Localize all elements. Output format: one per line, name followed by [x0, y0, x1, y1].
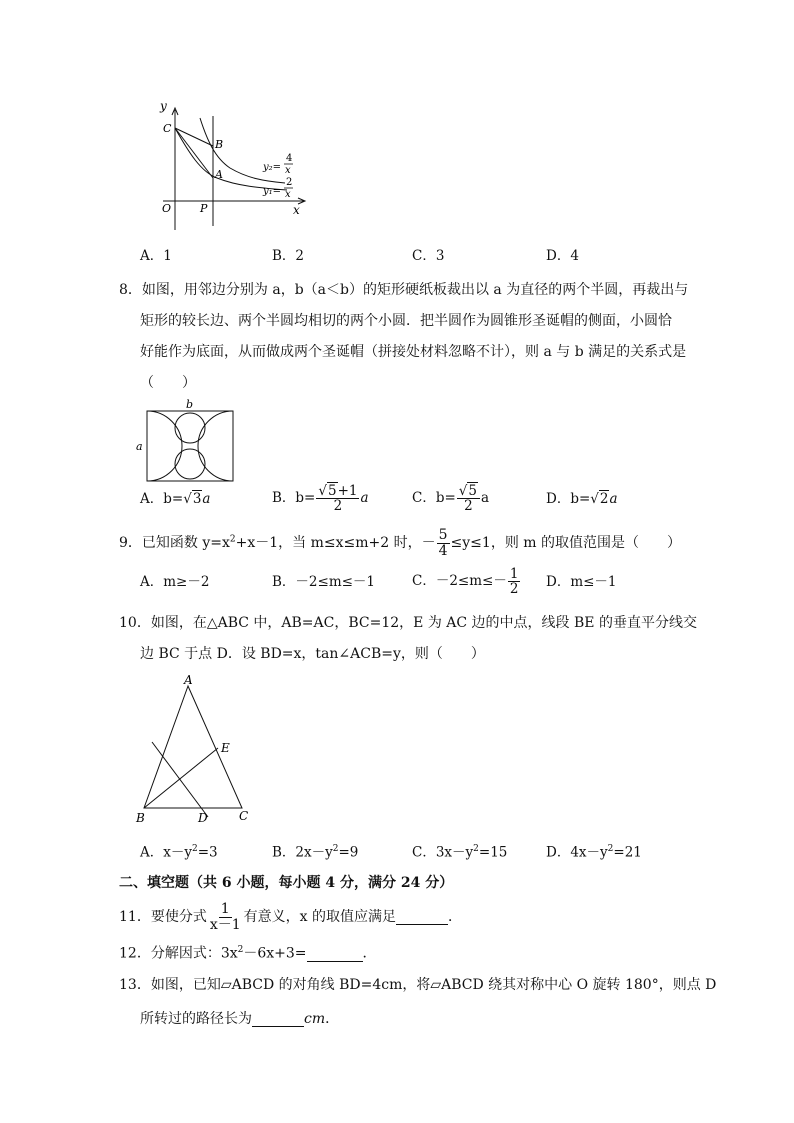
q13-line-2 [140, 1012, 339, 1027]
graph-y1-num: 2 [286, 177, 293, 188]
q8-opt-d-pre: D．b= [546, 491, 591, 507]
q8-figure-b: b [186, 398, 194, 411]
q13-end: ． [325, 1011, 340, 1027]
q10-line-2: 边 BC 于点 D．设 BD=x，tan∠ACB=y，则（ ） [140, 646, 485, 662]
q8-figure-a: a [136, 440, 143, 453]
q10-opt-a-post: =3 [197, 844, 218, 861]
graph-p-label: P [200, 202, 208, 215]
q9-frac-num: 5 [438, 527, 448, 543]
q7-option-c: C．3 [412, 248, 445, 264]
q10-figure-b: B [136, 811, 145, 825]
q9-opt-c-den: 2 [509, 581, 519, 598]
q12-sup: 2 [237, 945, 244, 955]
q10-figure-d: D [198, 811, 208, 825]
q10-figure-c: C [239, 809, 249, 823]
q10-option-b [272, 845, 358, 860]
q10-figure [130, 672, 260, 828]
q7-option-b: B．2 [272, 248, 305, 264]
q8-figure [135, 397, 240, 487]
q8-opt-b-pre: B．b= [272, 490, 316, 507]
q10-option-c [412, 845, 507, 860]
q9-option-b: B．－2≤m≤－1 [272, 574, 376, 590]
q8-opt-c-rad: 5 [468, 483, 477, 499]
graph-x-label: x [293, 203, 300, 217]
q10-figure-e: E [221, 741, 230, 755]
q13-blank[interactable] [252, 1012, 304, 1027]
q8-line-4: （ ） [140, 375, 196, 391]
q11-end: ． [448, 909, 462, 926]
graph-a-label: A [215, 168, 223, 181]
q10-opt-c-post: =15 [478, 844, 508, 861]
q7-graph [155, 98, 315, 234]
q9-frac-den: 4 [438, 542, 448, 559]
q9-opt-c-num: 1 [509, 566, 519, 582]
q12-pre: 12．分解因式：3x [119, 945, 238, 962]
q8-opt-a-rad: 3 [192, 491, 202, 507]
q8-opt-a-post: a [202, 491, 211, 507]
graph-y1-label: y₁= [263, 186, 282, 197]
graph-y2-label: y₂= [263, 162, 282, 173]
q8-option-a [140, 493, 210, 507]
q11-pre: 11．要使分式 [119, 909, 207, 926]
q8-opt-a-pre: A．b= [140, 491, 184, 507]
q9-line-1-b: +x－1，当 m≤x≤m+2 时，－ [235, 535, 436, 552]
q10-opt-d-sup: 2 [607, 844, 614, 854]
q9-line-1-c: ≤y≤1，则 m 的取值范围是（ ） [450, 535, 681, 552]
q13-line-1: 13．如图，已知▱ABCD 的对角线 BD=4cm，将▱ABCD 绕其对称中心 O 旋转 180°，则点 D [119, 977, 717, 993]
graph-c-label: C [163, 122, 172, 135]
q7-option-d: D．4 [546, 248, 579, 264]
q8-opt-b-post: a [360, 490, 369, 507]
q10-opt-b-post: =9 [338, 844, 359, 861]
graph-b-label: B [215, 138, 224, 151]
q8-opt-c-pre: C．b= [412, 490, 456, 507]
q8-opt-b-rad: 5 [327, 483, 337, 499]
graph-y2-den: x [285, 165, 291, 176]
q8-line-3: 好能作为底面，从而做成两个圣诞帽（拼接处材料忽略不计），则 a 与 b 满足的关系式是 [140, 344, 687, 360]
q9-option-d: D．m≤－1 [546, 574, 617, 590]
section-2-heading: 二、填空题（共 6 小题，每小题 4 分，满分 24 分） [119, 875, 454, 891]
sqrt-icon: √3 [183, 491, 202, 507]
q7-option-a: A．1 [140, 248, 172, 264]
graph-y-label: y [160, 99, 167, 113]
q8-opt-b-num-post: +1 [337, 483, 358, 499]
q8-opt-c-post: a [481, 490, 490, 507]
q13-unit: cm [304, 1011, 326, 1027]
q10-opt-d-post: =21 [613, 844, 642, 861]
q11-num: 1 [220, 901, 230, 917]
sqrt-icon: √5 [318, 483, 337, 499]
q9-option-c [412, 567, 521, 596]
q10-opt-c-sup: 2 [473, 844, 479, 854]
q10-opt-b-pre: B．2x－y [272, 844, 333, 861]
q8-opt-d-rad: 2 [599, 491, 609, 507]
q10-opt-a-sup: 2 [192, 844, 198, 854]
q8-option-c [412, 484, 489, 513]
q9-line-1-a: 9．已知函数 y=x [119, 535, 230, 552]
q10-opt-d-pre: D．4x－y [546, 844, 608, 861]
q9-opt-c-pre: C．－2≤m≤－ [412, 573, 507, 590]
q8-option-b [272, 484, 369, 513]
q13-line-2-pre: 所转过的路径长为 [140, 1011, 252, 1027]
q9-line-1-sup: 2 [229, 534, 236, 545]
q8-option-d [546, 493, 618, 507]
q8-line-2: 矩形的较长边、两个半圆均相切的两个小圆．把半圆作为圆锥形圣诞帽的侧面，小圆恰 [140, 313, 672, 329]
q9-line-1 [119, 528, 681, 558]
q11-blank[interactable] [396, 910, 448, 925]
q11-den: x－1 [209, 916, 241, 933]
sqrt-icon: √5 [458, 483, 477, 499]
sqrt-icon: √2 [590, 491, 609, 507]
graph-y1-den: x [285, 189, 291, 200]
q8-line-1: 8．如图，用邻边分别为 a，b（a＜b）的矩形硬纸板裁出以 a 为直径的两个半圆，再裁出与 [119, 282, 689, 298]
q12-post: －6x+3= [243, 945, 307, 962]
q8-opt-c-den: 2 [464, 498, 473, 515]
q10-opt-b-sup: 2 [332, 844, 339, 854]
q12-blank[interactable] [307, 947, 363, 962]
q10-option-a [140, 845, 218, 860]
q10-line-1: 10．如图，在△ABC 中，AB=AC，BC=12，E 为 AC 边的中点，线段 BE 的垂直平分线交 [119, 615, 697, 631]
q8-opt-b-den: 2 [333, 498, 343, 515]
q12-line [119, 946, 377, 962]
q9-option-a: A．m≥－2 [140, 574, 210, 590]
q8-opt-d-post: a [609, 491, 618, 507]
q11-line [119, 902, 462, 932]
q10-opt-a-pre: A．x－y [140, 844, 192, 861]
q10-figure-a: A [184, 673, 193, 687]
q12-end: ． [362, 945, 377, 962]
q10-opt-c-pre: C．3x－y [412, 844, 474, 861]
graph-o-label: O [162, 202, 172, 215]
q10-option-d [546, 845, 642, 860]
graph-y2-num: 4 [286, 153, 293, 164]
q11-post: 有意义，x 的取值应满足 [243, 909, 396, 926]
